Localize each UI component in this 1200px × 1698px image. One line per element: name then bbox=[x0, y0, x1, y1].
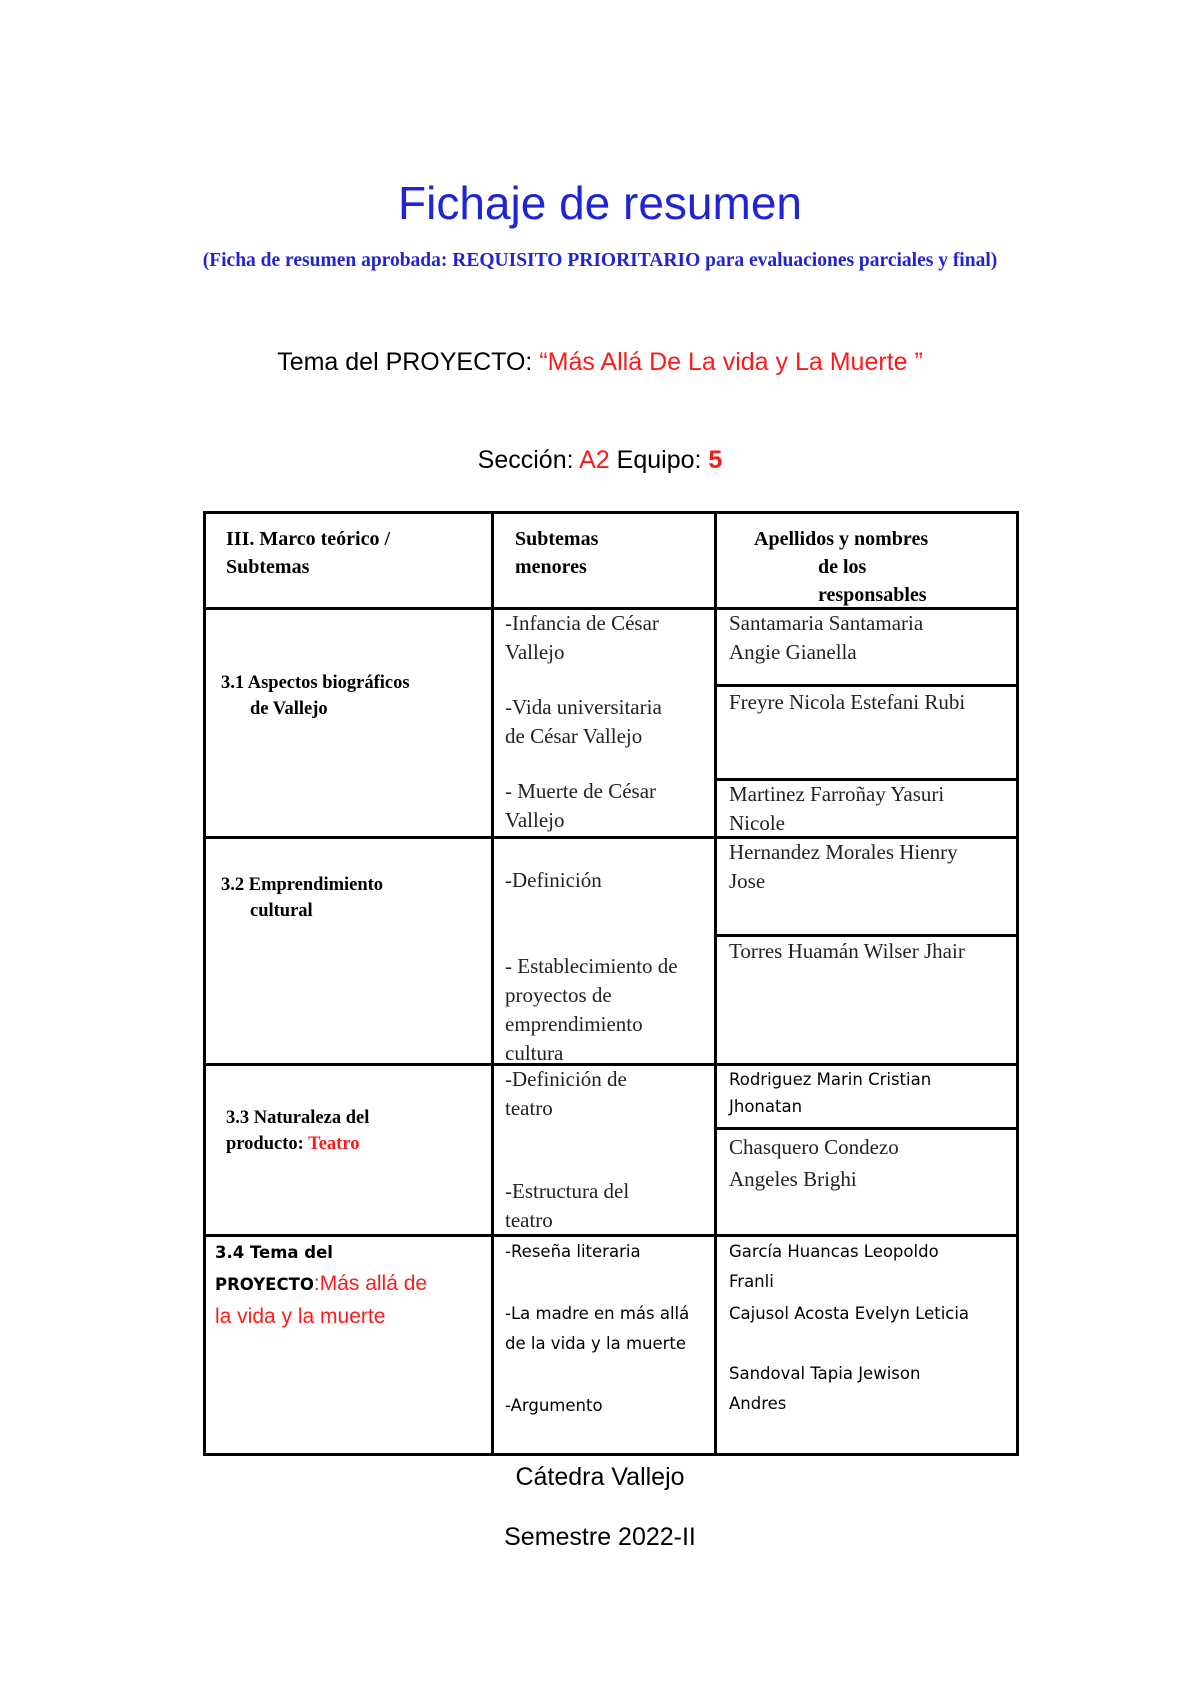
subtopic-list-3-2-a bbox=[505, 866, 602, 895]
subtopic-list-3-4 bbox=[505, 1237, 689, 1421]
subtopic-list-3-1 bbox=[505, 609, 662, 835]
responsible-3-1-a bbox=[729, 609, 923, 667]
topic-line bbox=[215, 1268, 427, 1301]
responsible-3-2-b bbox=[729, 937, 965, 966]
subtopic-line: -La madre en más allá bbox=[505, 1304, 690, 1323]
topic-line: cultural bbox=[250, 901, 313, 921]
responsible-line: Martinez Farroñay Yasuri bbox=[729, 782, 945, 806]
header-col3 bbox=[754, 525, 928, 609]
topic-highlight: Teatro bbox=[308, 1134, 360, 1154]
subtopic-line: -Definición bbox=[505, 868, 602, 892]
topic-line: 3.2 Emprendimiento bbox=[221, 875, 384, 895]
table-divider-col1 bbox=[491, 511, 494, 1456]
topic-line: de Vallejo bbox=[250, 699, 328, 719]
responsible-3-3-b bbox=[729, 1131, 899, 1195]
topic-label: producto: bbox=[226, 1134, 309, 1154]
subtopic-line: emprendimiento bbox=[505, 1012, 643, 1036]
responsible-line: García Huancas Leopoldo bbox=[729, 1242, 939, 1261]
responsible-line: Jose bbox=[729, 869, 766, 893]
responsible-line: Chasquero Condezo bbox=[729, 1135, 899, 1159]
subtopic-line: cultura bbox=[505, 1041, 564, 1065]
table-border-right bbox=[1016, 511, 1019, 1456]
resp-divider bbox=[714, 1127, 1019, 1130]
responsible-line: Sandoval Tapia Jewison bbox=[729, 1364, 921, 1383]
subtopic-line: -Reseña literaria bbox=[505, 1242, 641, 1261]
responsible-line: Franli bbox=[729, 1272, 774, 1291]
responsible-line: Hernandez Morales Hienry bbox=[729, 840, 958, 864]
team-value: 5 bbox=[708, 446, 723, 474]
table-border-top bbox=[203, 511, 1019, 514]
responsible-3-2-a bbox=[729, 838, 958, 896]
topic-line: la vida y la muerte bbox=[215, 1305, 386, 1328]
subtopic-list-3-3-a bbox=[505, 1065, 627, 1123]
table-border-bottom bbox=[203, 1453, 1019, 1456]
topic-3-4 bbox=[215, 1237, 427, 1332]
topic-line: 3.1 Aspectos biográficos bbox=[221, 673, 410, 693]
resp-divider bbox=[714, 684, 1019, 687]
subtopic-line: -Vida universitaria bbox=[505, 695, 662, 719]
footer-catedra: Cátedra Vallejo bbox=[515, 1463, 685, 1491]
subtopic-line: Vallejo bbox=[505, 640, 565, 664]
footer-semestre: Semestre 2022-II bbox=[504, 1523, 696, 1551]
responsible-line: Angeles Brighi bbox=[729, 1167, 857, 1191]
responsible-list-3-4 bbox=[729, 1237, 969, 1419]
subtopic-line: - Establecimiento de bbox=[505, 954, 678, 978]
responsible-line: Cajusol Acosta Evelyn Leticia bbox=[729, 1304, 970, 1323]
responsible-3-3-a bbox=[729, 1066, 931, 1120]
responsible-line: Angie Gianella bbox=[729, 640, 857, 664]
team-label: Equipo: bbox=[609, 446, 709, 474]
responsible-line: Torres Huamán Wilser Jhair bbox=[729, 939, 965, 963]
topic-3-1 bbox=[221, 670, 410, 722]
project-name: “Más Allá De La vida y La Muerte ” bbox=[539, 348, 923, 376]
responsible-3-1-b bbox=[729, 688, 965, 717]
table-divider-col2 bbox=[714, 511, 717, 1456]
subtopic-line: -Argumento bbox=[505, 1396, 603, 1415]
topic-3-2 bbox=[221, 872, 383, 924]
subtopic-line: - Muerte de César bbox=[505, 779, 657, 803]
project-label: Tema del PROYECTO: bbox=[277, 348, 540, 376]
subtopic-line: -Estructura del bbox=[505, 1179, 630, 1203]
header-col2 bbox=[515, 525, 598, 581]
topic-line bbox=[226, 1131, 369, 1157]
subtopic-line: de la vida y la muerte bbox=[505, 1334, 687, 1353]
subtopic-line: -Infancia de César bbox=[505, 611, 659, 635]
subtopic-line: de César Vallejo bbox=[505, 724, 643, 748]
subtopic-list-3-2-b bbox=[505, 952, 678, 1068]
header-col3-line: Apellidos y nombres bbox=[754, 528, 929, 550]
subtopic-line: teatro bbox=[505, 1208, 553, 1232]
responsible-line: Andres bbox=[729, 1394, 787, 1413]
page-title: Fichaje de resumen bbox=[398, 177, 802, 229]
header-col3-line: responsables bbox=[818, 584, 927, 606]
responsible-line: Jhonatan bbox=[729, 1097, 803, 1116]
subtopic-line: proyectos de bbox=[505, 983, 612, 1007]
subtopic-line: Vallejo bbox=[505, 808, 565, 832]
topic-line: 3.4 Tema del bbox=[215, 1243, 333, 1262]
header-col3-line: de los bbox=[818, 556, 867, 578]
project-line bbox=[0, 348, 1200, 377]
header-col1-line: III. Marco teórico / bbox=[226, 528, 391, 550]
responsible-line: Rodriguez Marin Cristian bbox=[729, 1070, 932, 1089]
topic-3-3 bbox=[226, 1105, 369, 1157]
subtopic-list-3-3-b bbox=[505, 1177, 629, 1235]
header-col2-line: menores bbox=[515, 556, 587, 578]
page-subtitle: (Ficha de resumen aprobada: REQUISITO PRIORITARIO para evaluaciones parciales y final) bbox=[202, 250, 998, 271]
subtopic-line: -Definición de bbox=[505, 1067, 627, 1091]
responsible-line: Santamaria Santamaria bbox=[729, 611, 924, 635]
section-label: Sección: bbox=[477, 446, 580, 474]
section-value: A2 bbox=[579, 446, 610, 474]
header-col1-line: Subtemas bbox=[226, 556, 310, 578]
topic-highlight: :Más allá de bbox=[313, 1272, 428, 1295]
table-border-left bbox=[203, 511, 206, 1456]
responsible-line: Nicole bbox=[729, 811, 785, 835]
responsible-line: Freyre Nicola Estefani Rubi bbox=[729, 690, 966, 714]
subtopic-line: teatro bbox=[505, 1096, 553, 1120]
responsible-3-1-c bbox=[729, 780, 944, 838]
topic-label: PROYECTO bbox=[215, 1275, 314, 1294]
topic-line: 3.3 Naturaleza del bbox=[226, 1108, 370, 1128]
header-col2-line: Subtemas bbox=[515, 528, 599, 550]
header-col1 bbox=[226, 525, 390, 581]
section-team-line bbox=[0, 446, 1200, 475]
